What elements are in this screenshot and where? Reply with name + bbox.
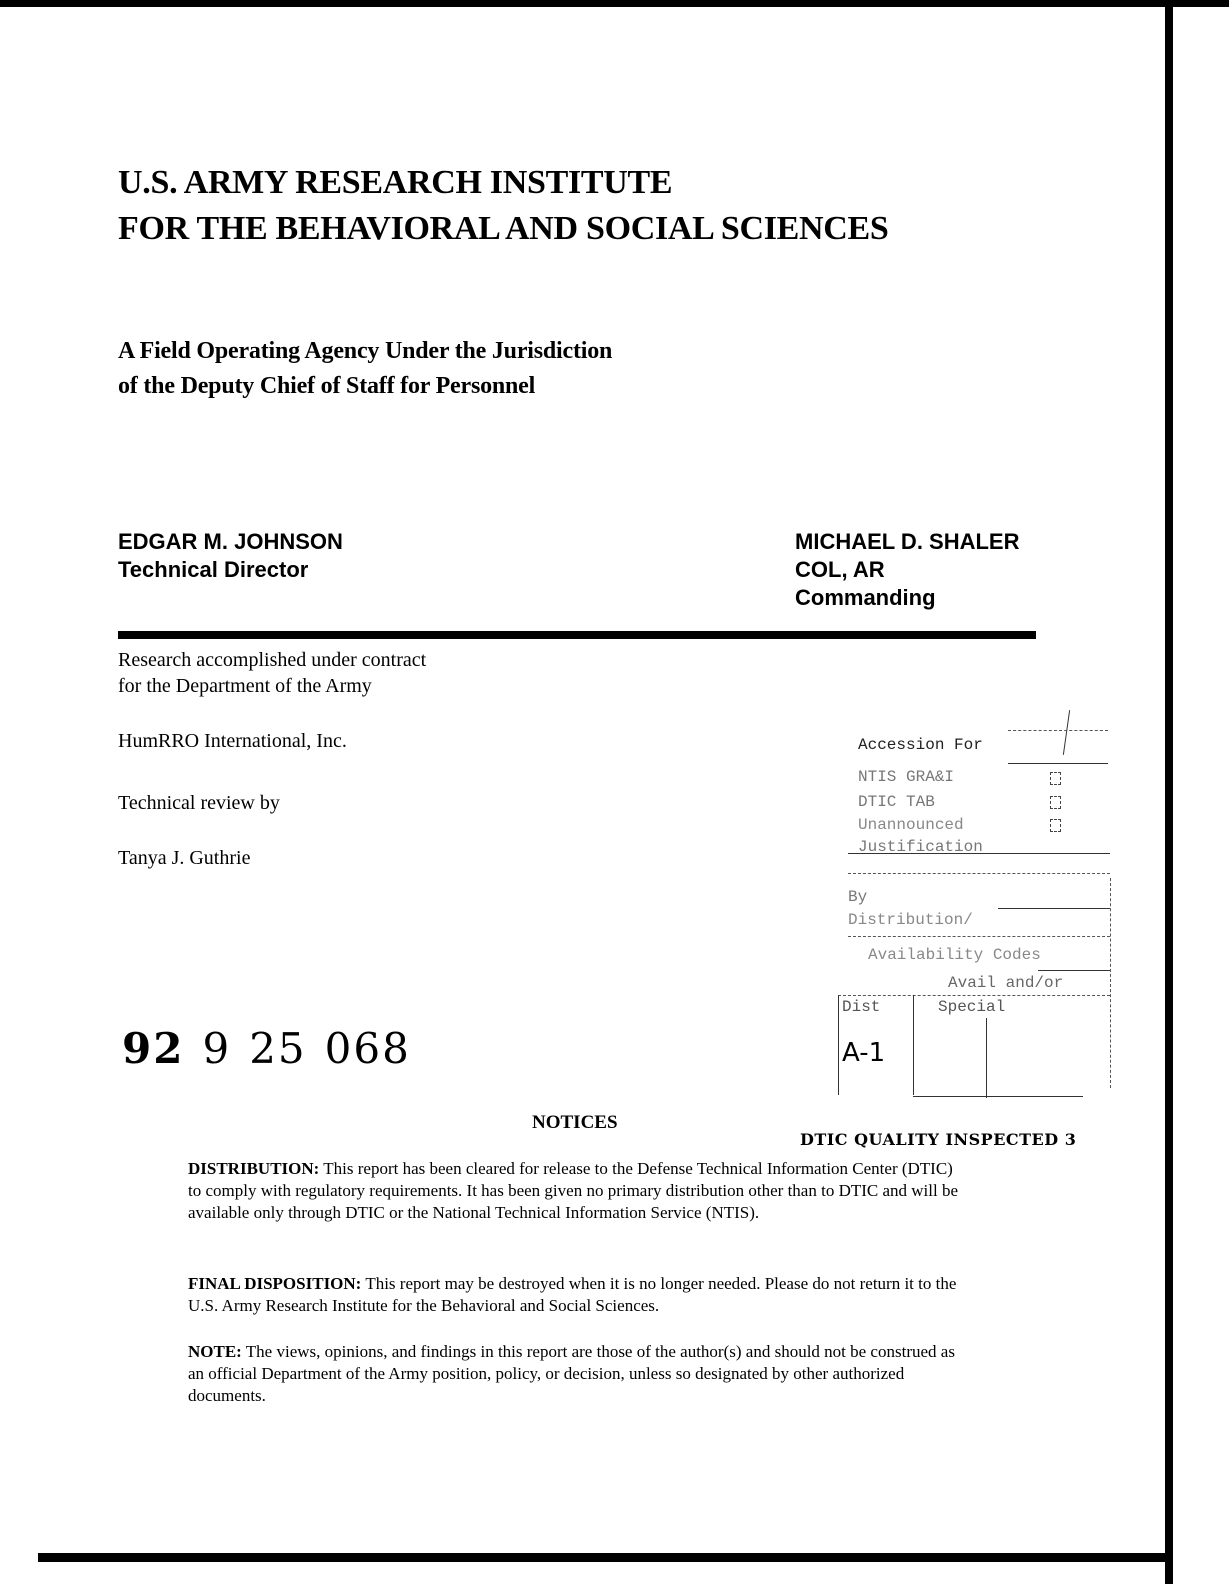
form-rule (913, 1096, 1083, 1097)
accession-row-by: By (848, 888, 868, 906)
reviewer-name: Tanya J. Guthrie (118, 847, 251, 869)
document-number (122, 1024, 429, 1073)
accession-header: Accession For (858, 736, 983, 754)
accession-special-label: Special (938, 998, 1006, 1016)
form-rule (838, 995, 1110, 996)
checkbox-unannounced (1050, 819, 1061, 832)
accession-dist-label: Dist (842, 998, 881, 1016)
page-right-border (1165, 0, 1173, 1584)
note-text: The views, opinions, and findings in this report are those of the author(s) and should not be construed as an official Department of the Army position, policy, or decision, unless so designated by other authorized documents. (188, 1342, 955, 1405)
accession-row-ntis: NTIS GRA&I (858, 768, 955, 786)
accession-row-unannounced: Unannounced (858, 816, 964, 834)
form-rule (838, 995, 839, 1095)
distribution-label: DISTRIBUTION: (188, 1159, 320, 1178)
form-rule (913, 995, 914, 1095)
section-divider (118, 631, 1036, 639)
signatory-name: EDGAR M. JOHNSON (118, 529, 343, 554)
check-mark-stroke (1063, 710, 1070, 755)
signatory-technical-director (118, 528, 343, 584)
accession-row-distribution: Distribution/ (848, 911, 973, 929)
doc-number-part-4: 068 (324, 1024, 411, 1073)
doc-number-part-2: 9 (202, 1024, 232, 1073)
form-rule (848, 853, 1110, 854)
form-rule (1008, 730, 1108, 731)
contractor-name: HumRRO International, Inc. (118, 730, 347, 752)
signatory-name: MICHAEL D. SHALER (795, 529, 1020, 554)
subtitle-line-2: of the Deputy Chief of Staff for Personnel (118, 373, 536, 399)
checkbox-ntis (1050, 772, 1061, 785)
accession-row-dtic: DTIC TAB (858, 793, 935, 811)
accession-form (838, 718, 1118, 1108)
institute-title (118, 160, 889, 252)
note-notice (188, 1341, 968, 1407)
dtic-quality-stamp: DTIC QUALITY INSPECTED 3 (800, 1130, 1077, 1149)
page-top-border (0, 0, 1229, 7)
final-disposition-notice (188, 1273, 968, 1317)
notices-heading: NOTICES (532, 1112, 618, 1133)
research-line-2: for the Department of the Army (118, 675, 372, 697)
title-line-2: FOR THE BEHAVIORAL AND SOCIAL SCIENCES (118, 210, 889, 247)
form-rule (1110, 878, 1111, 1088)
agency-subtitle (118, 334, 612, 404)
disposition-text: This report may be destroyed when it is no longer needed. Please do not return it to the U.S. Army Research Institute for the Behavioral and Social Sciences. (188, 1274, 957, 1315)
form-rule (848, 873, 1110, 874)
doc-number-part-3: 25 (249, 1024, 307, 1073)
checkbox-dtic (1050, 796, 1061, 809)
form-rule (998, 908, 1110, 909)
accession-row-availability: Availability Codes (868, 946, 1041, 964)
disposition-label: FINAL DISPOSITION: (188, 1274, 362, 1293)
form-rule (1008, 763, 1108, 764)
signatory-title: Commanding (795, 585, 936, 610)
research-statement (118, 647, 426, 699)
distribution-notice (188, 1158, 968, 1224)
subtitle-line-1: A Field Operating Agency Under the Jurisdiction (118, 338, 613, 364)
form-rule (1038, 970, 1110, 971)
review-label: Technical review by (118, 792, 280, 814)
form-rule (986, 1018, 987, 1098)
signatory-commander (795, 528, 1020, 612)
research-line-1: Research accomplished under contract (118, 649, 427, 671)
signatory-title: Technical Director (118, 557, 309, 582)
form-rule (848, 936, 1110, 937)
page-bottom-border (38, 1553, 1173, 1562)
accession-row-avail-special: Avail and/or (948, 974, 1064, 992)
accession-row-justification: Justification (858, 838, 983, 856)
doc-number-part-1: 92 (122, 1024, 185, 1073)
distribution-text: This report has been cleared for release to the Defense Technical Information Center (DTIC) to comply with regulatory requirements. It has been given no primary distribution other than to DTIC and will be available only through DTIC or the National Technical Information Service (NTIS). (188, 1159, 959, 1222)
handwritten-code: A-1 (842, 1038, 886, 1068)
note-label: NOTE: (188, 1342, 242, 1361)
signatory-rank: COL, AR (795, 557, 885, 582)
title-line-1: U.S. ARMY RESEARCH INSTITUTE (118, 164, 673, 201)
